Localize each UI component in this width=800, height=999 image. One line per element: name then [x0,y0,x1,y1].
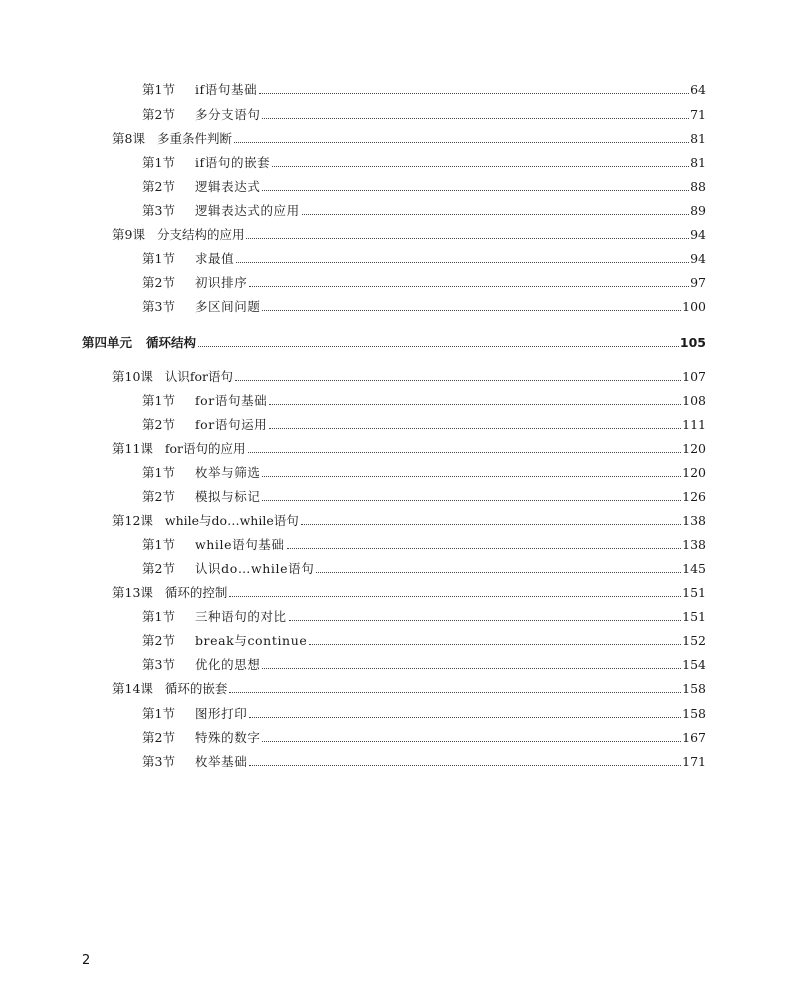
toc-entry-section[interactable] [142,203,706,219]
toc-entry-page: 64 [690,82,706,97]
toc-entry-lesson[interactable] [112,227,706,243]
toc-entry-number: 第3节 [142,203,175,218]
toc-entry-number: 第1节 [142,393,175,408]
toc-entry-page: 152 [682,633,706,648]
toc-entry-number: 第1节 [142,537,175,552]
toc-entry-label [112,369,233,385]
toc-entry-page: 107 [682,369,706,384]
toc-entry-title: if语句基础 [194,82,258,97]
page-number: 2 [82,953,91,968]
toc-entry-title: 多区间问题 [194,299,261,314]
toc-leader-dots [236,261,689,263]
toc-entry-label [142,299,260,315]
toc-entry-label [142,633,307,649]
toc-leader-dots [235,379,681,381]
toc-entry-lesson[interactable] [112,441,706,457]
toc-entry-title: 求最值 [194,251,235,266]
toc-entry-number: 第1节 [142,82,175,97]
toc-leader-dots [316,571,681,573]
toc-entry-number: 第2节 [142,489,175,504]
toc-entry-section[interactable] [142,275,706,291]
toc-entry-page: 171 [682,754,706,769]
toc-entry-page: 154 [682,657,706,672]
toc-leader-dots [262,667,681,669]
toc-entry-section[interactable] [142,107,706,123]
toc-entry-title: break与continue [194,633,308,648]
toc-leader-dots [287,547,682,549]
toc-entry-section[interactable] [142,82,706,98]
toc-entry-section[interactable] [142,393,706,409]
toc-entry-title: 枚举与筛选 [194,465,261,480]
toc-leader-dots [272,165,689,167]
toc-entry-number: 第1节 [142,465,175,480]
toc-entry-label [142,537,285,553]
toc-entry-page: 167 [682,730,706,745]
toc-entry-page: 158 [682,706,706,721]
toc-entry-title: while语句基础 [194,537,285,552]
toc-entry-title: 循环的控制 [164,585,228,600]
toc-entry-page: 81 [690,131,706,146]
toc-entry-title: 逻辑表达式的应用 [194,203,300,218]
toc-entry-section[interactable] [142,561,706,577]
toc-entry-page: 81 [690,155,706,170]
toc-entry-number: 第1节 [142,155,175,170]
toc-leader-dots [262,475,681,477]
toc-leader-dots [262,309,681,311]
toc-entry-number: 第11课 [112,441,153,456]
toc-entry-section[interactable] [142,609,706,625]
toc-leader-dots [269,427,681,429]
toc-leader-dots [262,740,681,742]
toc-entry-section[interactable] [142,465,706,481]
toc-entry-section[interactable] [142,754,706,770]
toc-entry-label [142,203,300,219]
toc-entry-title: 枚举基础 [194,754,248,769]
toc-entry-number: 第2节 [142,417,175,432]
toc-entry-label [142,657,260,673]
toc-entry-title: 多分支语句 [194,107,261,122]
toc-entry-page: 138 [682,537,706,552]
toc-entry-label [142,730,260,746]
toc-leader-dots [309,643,681,645]
toc-entry-number: 第2节 [142,561,175,576]
toc-entry-label [82,335,196,351]
toc-leader-dots [301,523,681,525]
toc-entry-label [142,754,247,770]
toc-leader-dots [229,691,681,693]
toc-entry-title: while与do…while语句 [164,513,299,528]
toc-entry-label [142,609,287,625]
toc-entry-page: 151 [682,609,706,624]
toc-entry-title: for语句运用 [194,417,268,432]
toc-entry-page: 88 [690,179,706,194]
toc-entry-page: 71 [690,107,706,122]
toc-entry-section[interactable] [142,155,706,171]
toc-entry-section[interactable] [142,417,706,433]
toc-leader-dots [262,117,689,119]
toc-entry-title: 优化的思想 [194,657,261,672]
toc-entry-title: 初识排序 [194,275,248,290]
toc-entry-number: 第2节 [142,730,175,745]
toc-leader-dots [198,345,679,347]
toc-entry-number: 第2节 [142,179,175,194]
toc-entry-section[interactable] [142,299,706,315]
toc-entry-section[interactable] [142,730,706,746]
toc-entry-label [142,251,234,267]
toc-entry-title: 图形打印 [194,706,248,721]
toc-entry-section[interactable] [142,657,706,673]
toc-entry-section[interactable] [142,633,706,649]
toc-entry-number: 第1节 [142,609,175,624]
toc-entry-number: 第12课 [112,513,153,528]
toc-entry-page: 126 [682,489,706,504]
toc-entry-number: 第3节 [142,657,175,672]
toc-entry-title: 逻辑表达式 [194,179,261,194]
toc-entry-number: 第3节 [142,754,175,769]
toc-entry-unit[interactable] [82,335,706,351]
toc-entry-page: 120 [682,465,706,480]
toc-entry-page: 138 [682,513,706,528]
toc-entry-label [142,179,260,195]
toc-entry-number: 第8课 [112,131,145,146]
toc-entry-number: 第14课 [112,681,153,696]
toc-entry-title: 循环结构 [146,335,197,350]
toc-entry-label [142,706,247,722]
toc-entry-page: 111 [682,417,706,432]
toc-entry-label [142,82,257,98]
toc-leader-dots [262,189,689,191]
toc-entry-number: 第9课 [112,227,145,242]
toc-entry-label [112,131,232,147]
toc-entry-label [142,417,267,433]
toc-leader-dots [289,619,681,621]
toc-entry-number: 第四单元 [82,335,133,350]
toc-entry-title: 特殊的数字 [194,730,261,745]
toc-entry-title: 认识do…while语句 [194,561,315,576]
toc-entry-section[interactable] [142,489,706,505]
toc-entry-page: 108 [682,393,706,408]
toc-entry-label [142,489,260,505]
toc-entry-title: 循环的嵌套 [164,681,228,696]
toc-leader-dots [249,764,681,766]
toc-entry-label [112,513,299,529]
toc-entry-page: 145 [682,561,706,576]
toc-entry-title: if语句的嵌套 [194,155,271,170]
toc-entry-number: 第1节 [142,706,175,721]
toc-entry-label [142,107,260,123]
toc-entry-title: 分支结构的应用 [156,227,245,242]
toc-entry-title: 模拟与标记 [194,489,261,504]
toc-entry-label [142,561,314,577]
toc-entry-label [112,227,244,243]
toc-entry-number: 第13课 [112,585,153,600]
toc-entry-lesson[interactable] [112,681,706,697]
toc-leader-dots [302,213,689,215]
toc-leader-dots [234,141,689,143]
toc-entry-label [142,465,260,481]
toc-entry-title: 三种语句的对比 [194,609,287,624]
toc-entry-page: 94 [690,251,706,266]
toc-leader-dots [249,285,689,287]
toc-leader-dots [248,451,682,453]
toc-entry-label [112,681,227,697]
toc-entry-lesson[interactable] [112,131,706,147]
toc-entry-section[interactable] [142,251,706,267]
toc-entry-number: 第2节 [142,633,175,648]
toc-leader-dots [229,595,681,597]
toc-entry-title: for语句基础 [194,393,268,408]
toc-entry-number: 第10课 [112,369,153,384]
toc-entry-number: 第2节 [142,107,175,122]
toc-entry-page: 89 [690,203,706,218]
toc-entry-page: 94 [690,227,706,242]
toc-entry-label [112,585,227,601]
toc-entry-number: 第3节 [142,299,175,314]
toc-entry-number: 第2节 [142,275,175,290]
toc-entry-lesson[interactable] [112,585,706,601]
toc-entry-page: 97 [690,275,706,290]
toc-entry-title: for语句的应用 [164,441,246,456]
toc-entry-page: 100 [682,299,706,314]
toc-leader-dots [262,499,681,501]
toc-entry-page: 105 [679,335,706,350]
toc-entry-section[interactable] [142,179,706,195]
toc-entry-page: 151 [682,585,706,600]
toc-entry-number: 第1节 [142,251,175,266]
toc-entry-label [142,155,270,171]
toc-entry-label [112,441,246,457]
toc-entry-title: 多重条件判断 [156,131,232,146]
toc-leader-dots [249,716,681,718]
toc-entry-label [142,393,267,409]
toc-entry-section[interactable] [142,706,706,722]
toc-entry-page: 120 [682,441,706,456]
toc-leader-dots [246,237,689,239]
toc-leader-dots [259,92,689,94]
toc-entry-label [142,275,247,291]
toc-entry-section[interactable] [142,537,706,553]
toc-entry-lesson[interactable] [112,513,706,529]
toc-entry-page: 158 [682,681,706,696]
toc-leader-dots [269,403,681,405]
toc-entry-lesson[interactable] [112,369,706,385]
toc-entry-title: 认识for语句 [164,369,234,384]
